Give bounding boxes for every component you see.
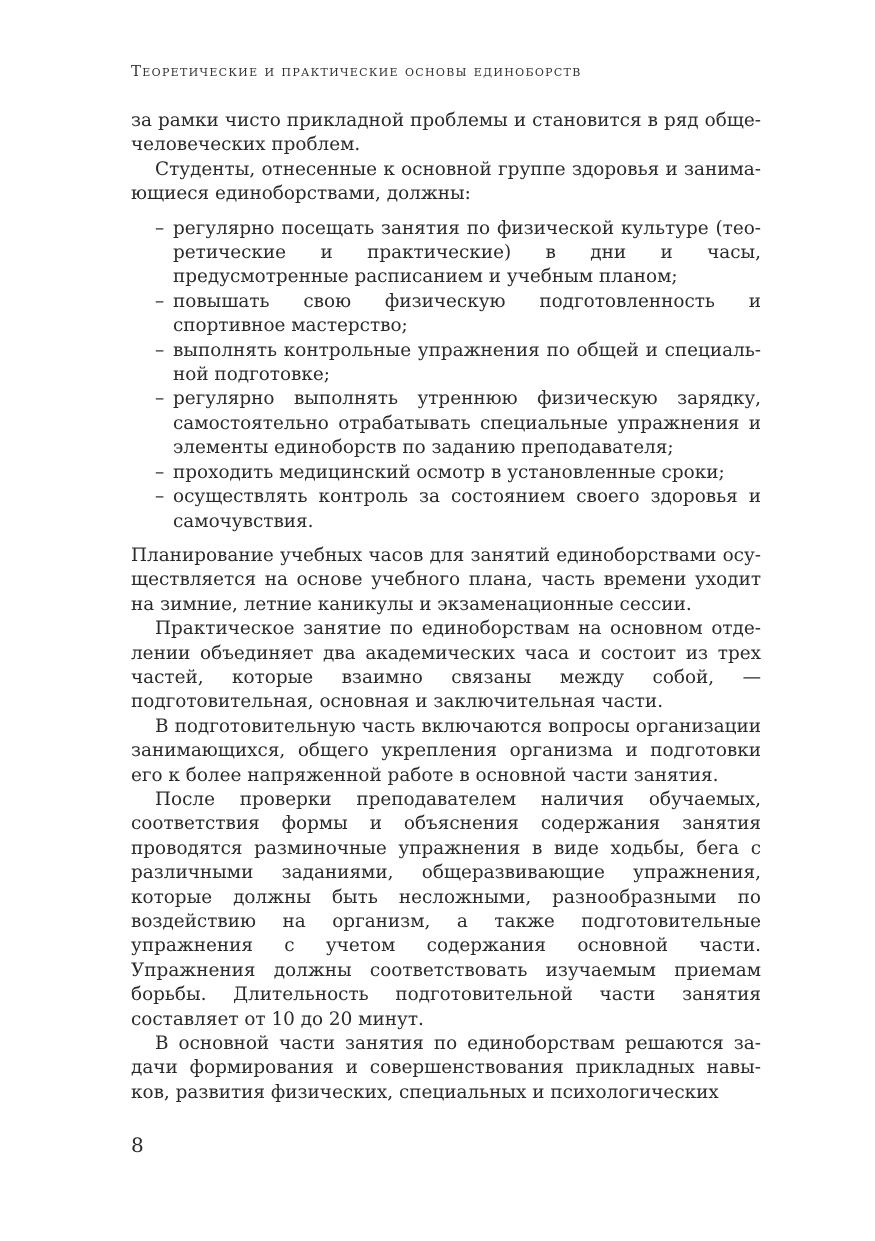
list-item: – проходить медицинский осмотр в установленные сроки; bbox=[173, 461, 761, 485]
paragraph-students-duties: Студенты, отнесенные к основной группе здоровья и занимающиеся единоборствами, должны: bbox=[131, 158, 761, 205]
list-item: – выполнять контрольные упражнения по общей и специальной подготовке; bbox=[155, 339, 761, 386]
dash-marker: – bbox=[155, 388, 165, 410]
dash-marker: – bbox=[155, 486, 165, 508]
list-item: – регулярно выполнять утреннюю физическую зарядку, самостоятельно отрабатывать специальные упражнения и элементы единоборств по заданию преподавателя; bbox=[155, 388, 761, 459]
duties-list bbox=[131, 217, 761, 534]
page-number: 8 bbox=[131, 1133, 144, 1157]
paragraph-continuation: за рамки чисто прикладной проблемы и становится в ряд общечеловеческих проблем. bbox=[131, 110, 761, 156]
paragraph-warmup: После проверки преподавателем наличия обучаемых, соответствия формы и объяснения содержания занятия проводятся разминочные упражнения в виде ходьбы, бега с различными заданиями, общеразвивающие упражнения, которые должны быть несложными, разнообразными по воздействию на организм, а также подготовительные упражнения с учетом содержания основной части. Упражнения должны соответствовать изучаемым приемам борьбы. Длительность подготовительной части занятия составляет от 10 до 20 минут. bbox=[131, 788, 761, 1030]
dash-marker: – bbox=[155, 290, 165, 312]
running-head: Теоретические и практические основы единоборств bbox=[131, 62, 582, 80]
dash-marker: – bbox=[155, 339, 165, 361]
dash-marker: – bbox=[155, 461, 165, 483]
body-text bbox=[131, 109, 761, 1105]
dash-marker: – bbox=[155, 217, 165, 239]
paragraph-planning: Планирование учебных часов для занятий единоборствами осуществляется на основе учебного плана, часть времени уходит на зимние, летние каникулы и экзаменационные сессии. bbox=[131, 544, 761, 615]
paragraph-practical-lesson: Практическое занятие по единоборствам на основном отделении объединяет два академических часа и состоит из трех частей, которые взаимно связаны между собой, — подготовительная, основная и заключительная части. bbox=[131, 618, 761, 713]
paragraph-main-part: В основной части занятия по единоборствам решаются задачи формирования и совершенствования прикладных навыков, развития физических, специальных и психологических bbox=[131, 1033, 761, 1103]
paragraph-preparatory-part: В подготовительную часть включаются вопросы организации занимающихся, общего укрепления организма и подготовки его к более напряженной работе в основной части занятия. bbox=[131, 715, 761, 786]
list-item: – осуществлять контроль за состоянием своего здоровья и самочувствия. bbox=[155, 486, 761, 532]
list-item: – повышать свою физическую подготовленность и спортивное мастерство; bbox=[155, 290, 761, 337]
list-item: – регулярно посещать занятия по физической культуре (теоретические и практические) в дни и часы, предусмотренные расписанием и учебным планом; bbox=[155, 217, 761, 288]
